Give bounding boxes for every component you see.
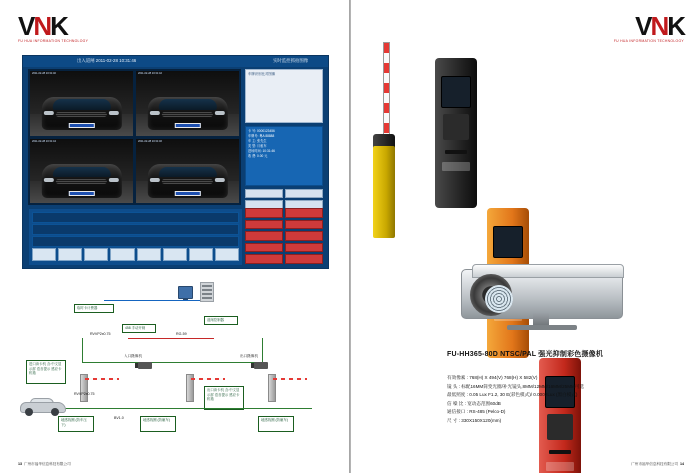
screenshot-status-area: [28, 208, 243, 266]
grid-button[interactable]: [245, 189, 283, 198]
camera-view: [30, 139, 133, 204]
software-screenshot: [22, 55, 329, 269]
camera-housing: [461, 269, 623, 319]
label-exit-camera: 出口摄像机: [240, 354, 258, 358]
screenshot-title-right: 实时监控抓拍图像: [273, 58, 309, 63]
label-loop-3: 地感线圈 (防砸车): [258, 416, 294, 432]
brand-mark: VNK: [635, 11, 684, 41]
screenshot-title-left: 出入道闸 2011-02-28 10:31:46: [77, 58, 137, 63]
brand-logo-right: [613, 11, 684, 43]
action-button[interactable]: [245, 254, 283, 264]
link-line: [262, 338, 263, 362]
action-button[interactable]: [285, 254, 323, 264]
lens-ring: [470, 274, 512, 316]
product-lineup: [369, 58, 683, 238]
screenshot-side-panels: [245, 69, 323, 209]
label-entry-reader: 进口读卡机 含:中文显示屏 语音提示 感应卡机箱: [26, 360, 66, 384]
product-specs: [447, 374, 677, 426]
action-button[interactable]: [245, 243, 283, 253]
label-cable-2: RVVP2x0.75: [74, 392, 95, 396]
label-loop-1: 地感线圈 (防车压下): [58, 416, 94, 432]
grid-button[interactable]: [285, 189, 323, 198]
spec-line: 最低照度 : 0.05 Lux F1.2, 30 E(彩色模式)/ 0.0002Lux (黑白模式): [447, 392, 578, 398]
label-card-charger: 临时卡计费器: [74, 304, 114, 313]
link-line: [128, 338, 214, 339]
screenshot-titlebar: [23, 56, 328, 67]
action-button[interactable]: [285, 243, 323, 253]
product-barrier-gate: [373, 62, 423, 238]
product-kiosk-black: [435, 58, 477, 208]
action-button[interactable]: [245, 231, 283, 241]
info-line: 类 型: 月租车: [248, 144, 267, 148]
camera-product-photo: [447, 255, 635, 333]
vehicle-info-panel: [245, 126, 323, 186]
camera-timestamp: 2011-02-28 10:31:44: [32, 139, 56, 143]
compare-image-caption: 车牌识别比对图像: [248, 72, 276, 76]
left-page: [0, 0, 349, 473]
label-cable-bv: BV1.0: [114, 416, 124, 420]
brand-tagline: FU HUA INFORMATION TECHNOLOGY: [18, 39, 89, 43]
barrier-gate-icon: [268, 372, 312, 402]
info-line: 卡 号: 0000123456: [248, 129, 275, 133]
spec-line: 信 噪 比 : 宽动态范围60dB: [447, 400, 501, 406]
label-loop-2: 地感线圈 (防砸车): [140, 416, 176, 432]
camera-timestamp: 2011-02-28 10:31:46: [138, 139, 162, 143]
system-topology-diagram: [18, 276, 330, 446]
spec-line: 镜 头 : 标配16MM简变光圈/补光镜头,8MM/12MM/16MM/25MM可选: [447, 383, 585, 389]
barrier-gate-icon: [80, 372, 124, 402]
action-button[interactable]: [285, 208, 323, 218]
camera-grid: [28, 69, 241, 205]
info-line: 车牌号: 粤A 88888: [248, 134, 275, 138]
label-gate-controller: 道闸控制器: [204, 316, 238, 325]
label-cable-1: RVVP2x0.75: [90, 332, 111, 336]
action-button[interactable]: [285, 220, 323, 230]
company-name: 广州市福华信息科技有限公司: [631, 462, 678, 466]
camera-icon: [254, 362, 268, 369]
camera-timestamp: 2011-02-28 10:31:42: [138, 72, 162, 75]
screenshot-action-buttons[interactable]: [245, 208, 323, 264]
page-number: 13: [18, 462, 22, 466]
company-name: 广州市福华信息科技有限公司: [24, 462, 71, 466]
status-cells: [32, 248, 239, 261]
status-row: [32, 212, 239, 223]
status-row: [32, 236, 239, 247]
link-line: [82, 362, 262, 363]
car-icon: [20, 400, 64, 416]
label-cable-rg59: RG-59: [176, 332, 187, 336]
label-manual-open: 458 手动开闸: [122, 324, 156, 333]
computer-icon: [178, 286, 193, 299]
spec-line: 通信接口 : RS-485 (Pelco-D): [447, 409, 506, 415]
label-exit-reader: 出口读卡机 含:中文显示屏 语音提示 感应卡机箱: [204, 386, 244, 410]
page-number: 14: [680, 462, 684, 466]
brand-mark: VNK: [18, 11, 67, 41]
action-button[interactable]: [245, 220, 283, 230]
camera-view: [136, 71, 239, 136]
left-page-footer: [18, 462, 71, 467]
info-line: 收 费: 0.00 元: [248, 154, 268, 158]
brand-logo-left: [18, 11, 89, 43]
camera-view: [30, 71, 133, 136]
right-page-footer: [631, 462, 684, 467]
action-button[interactable]: [285, 231, 323, 241]
operator-icon: [160, 284, 168, 298]
camera-timestamp: 2011-02-28 10:31:40: [32, 72, 56, 75]
ir-led-array: [485, 285, 513, 313]
link-line: [104, 300, 200, 301]
spec-line: 有效像素 : 768(H) X 494(V) 768(H) X 582(V): [447, 375, 538, 380]
brand-tagline: FU HUA INFORMATION TECHNOLOGY: [613, 39, 684, 43]
label-entry-camera: 入口摄像机: [124, 354, 142, 358]
status-row: [32, 224, 239, 235]
action-button[interactable]: [245, 208, 283, 218]
camera-stand: [507, 325, 577, 330]
link-line: [82, 338, 83, 362]
ground-line: [48, 408, 312, 409]
product-title: FU-HH365-80D NTSC/PAL 强光抑制彩色摄像机: [447, 351, 604, 358]
camera-view: [136, 139, 239, 204]
compare-image-panel: [245, 69, 323, 123]
info-line: 进场时间: 10:31:46: [248, 149, 275, 153]
server-icon: [200, 282, 214, 302]
camera-icon: [138, 362, 152, 369]
right-page: [351, 0, 700, 473]
spec-line: 尺 寸 : 330X150X120(mm): [447, 417, 502, 423]
info-line: 车 主: 张先生: [248, 139, 267, 143]
screenshot-button-grid[interactable]: [245, 189, 323, 209]
